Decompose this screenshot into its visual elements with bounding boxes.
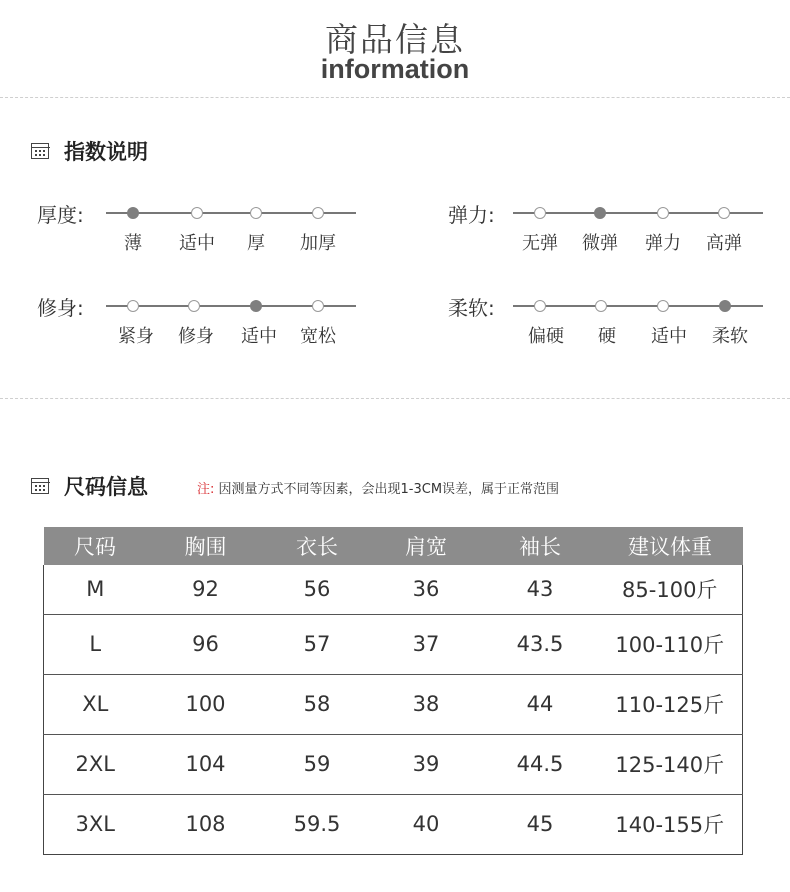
table-cell: 39 xyxy=(370,734,483,794)
table-cell: 3XL xyxy=(44,794,147,854)
scale-option: 厚 xyxy=(247,233,265,254)
scale-dot xyxy=(127,300,139,312)
scale-option: 紧身 xyxy=(118,326,154,347)
table-cell: 108 xyxy=(147,794,265,854)
note-prefix: 注: xyxy=(197,482,215,497)
table-cell: 110-125斤 xyxy=(598,674,743,734)
page-title: 商品信息 xyxy=(325,20,465,59)
table-cell: 36 xyxy=(370,565,483,614)
table-cell: 37 xyxy=(370,614,483,674)
table-cell: 2XL xyxy=(44,734,147,794)
table-cell: XL xyxy=(44,674,147,734)
page-subtitle: information xyxy=(320,54,470,84)
section-title-index: 指数说明 xyxy=(64,140,148,164)
scale-option: 柔软 xyxy=(712,326,748,347)
scale-option: 高弹 xyxy=(706,233,742,254)
scale-label: 修身: xyxy=(37,296,84,320)
scale-option: 薄 xyxy=(124,233,142,254)
table-cell: 85-100斤 xyxy=(598,565,743,614)
scale-dot xyxy=(191,207,203,219)
scale-option: 加厚 xyxy=(300,233,336,254)
section-title-size: 尺码信息 xyxy=(64,475,148,499)
table-cell: 43.5 xyxy=(483,614,598,674)
table-cell: 140-155斤 xyxy=(598,794,743,854)
scale-dot xyxy=(312,207,324,219)
calendar-icon xyxy=(31,478,49,494)
scale-option: 适中 xyxy=(179,233,215,254)
table-row xyxy=(44,565,743,614)
size-note xyxy=(197,478,559,497)
table-cell: 100-110斤 xyxy=(598,614,743,674)
scale-label: 柔软: xyxy=(448,296,495,320)
scale-option: 宽松 xyxy=(300,326,336,347)
scale-option: 微弹 xyxy=(582,233,618,254)
table-cell: 125-140斤 xyxy=(598,734,743,794)
table-cell: 104 xyxy=(147,734,265,794)
scale-label: 弹力: xyxy=(448,203,495,227)
column-header: 袖长 xyxy=(483,527,598,565)
scale-label: 厚度: xyxy=(37,203,84,227)
scale-dot xyxy=(250,207,262,219)
table-row xyxy=(44,674,743,734)
scale-dot xyxy=(657,207,669,219)
column-header: 尺码 xyxy=(44,527,147,565)
divider xyxy=(0,398,790,399)
calendar-icon xyxy=(31,143,49,159)
scale-dot-selected xyxy=(719,300,731,312)
scale-dot xyxy=(188,300,200,312)
table-cell: 44 xyxy=(483,674,598,734)
table-cell: 45 xyxy=(483,794,598,854)
table-cell: 40 xyxy=(370,794,483,854)
scale-dot-selected xyxy=(594,207,606,219)
table-cell: 38 xyxy=(370,674,483,734)
table-cell: 96 xyxy=(147,614,265,674)
scale-option: 适中 xyxy=(241,326,277,347)
scale-dot xyxy=(657,300,669,312)
scale-dot xyxy=(595,300,607,312)
scale-dot-selected xyxy=(250,300,262,312)
scale-option: 无弹 xyxy=(522,233,558,254)
table-cell: M xyxy=(44,565,147,614)
scale-option: 适中 xyxy=(651,326,687,347)
table-cell: 57 xyxy=(265,614,370,674)
table-cell: 100 xyxy=(147,674,265,734)
table-cell: 59.5 xyxy=(265,794,370,854)
table-cell: 59 xyxy=(265,734,370,794)
table-row xyxy=(44,614,743,674)
column-header: 肩宽 xyxy=(370,527,483,565)
table-cell: 44.5 xyxy=(483,734,598,794)
divider xyxy=(0,97,790,98)
table-cell: 92 xyxy=(147,565,265,614)
column-header: 胸围 xyxy=(147,527,265,565)
table-row xyxy=(44,734,743,794)
table-row xyxy=(44,794,743,854)
column-header: 建议体重 xyxy=(598,527,743,565)
table-header-row xyxy=(44,527,743,565)
scale-option: 偏硬 xyxy=(528,326,564,347)
table-cell: 56 xyxy=(265,565,370,614)
scale-option: 弹力 xyxy=(645,233,681,254)
column-header: 衣长 xyxy=(265,527,370,565)
scale-dot-selected xyxy=(127,207,139,219)
scale-dot xyxy=(718,207,730,219)
size-table xyxy=(43,527,743,855)
scale-dot xyxy=(312,300,324,312)
note-text: 因测量方式不同等因素，会出现1-3CM误差，属于正常范围 xyxy=(218,482,560,497)
scale-dot xyxy=(534,207,546,219)
scale-option: 硬 xyxy=(598,326,616,347)
scale-dot xyxy=(534,300,546,312)
table-cell: L xyxy=(44,614,147,674)
table-cell: 58 xyxy=(265,674,370,734)
table-cell: 43 xyxy=(483,565,598,614)
scale-option: 修身 xyxy=(178,326,214,347)
